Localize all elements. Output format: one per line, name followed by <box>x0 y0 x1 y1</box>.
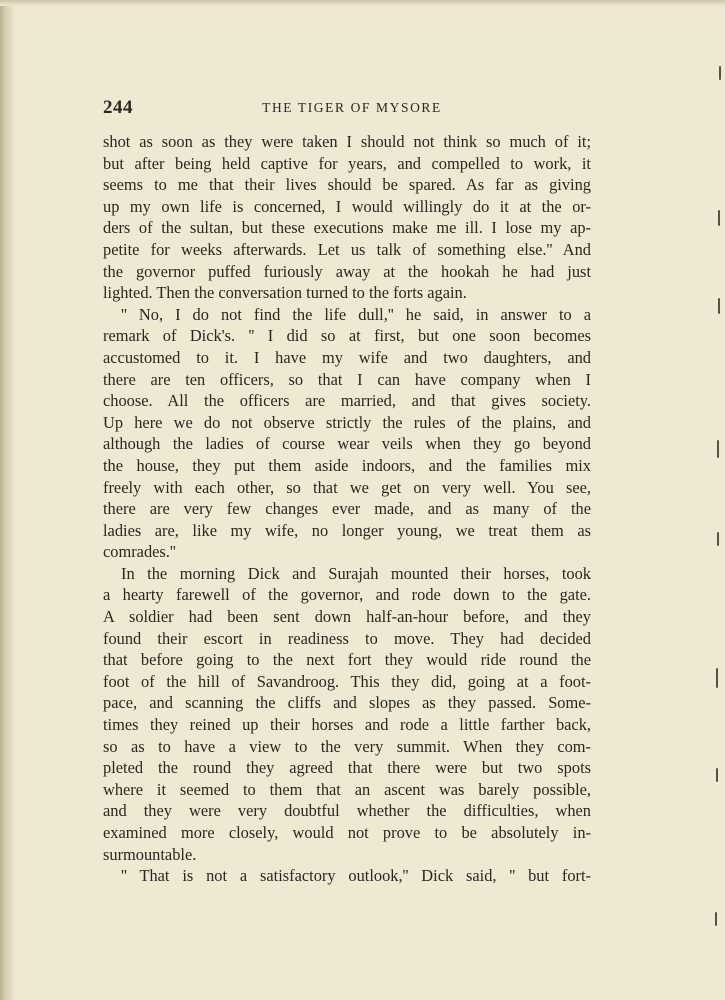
text-line: pace, and scanning the cliffs and slopes as they passed. Some- <box>103 693 591 713</box>
text-line: found their escort in readiness to move. They had decided <box>103 628 591 648</box>
text-line: accustomed to it. I have my wife and two daughters, and <box>103 347 591 367</box>
text-line: there are very few changes ever made, and as many of the <box>103 499 591 519</box>
text-line: but after being held captive for years, and compelled to work, it <box>103 153 591 173</box>
text-line: comrades.'' <box>103 542 176 562</box>
text-line: freely with each other, so that we get on very well. You see, <box>103 477 591 497</box>
edge-mark <box>718 210 720 226</box>
text-line: pleted the round they agreed that there were but two spots <box>103 758 591 778</box>
text-line: where it seemed to them that an ascent was barely possible, <box>103 779 591 799</box>
text-line: there are ten officers, so that I can have company when I <box>103 369 591 389</box>
text-line: surmountable. <box>103 844 197 864</box>
text-line: Up here we do not observe strictly the rules of the plains, and <box>103 412 591 432</box>
edge-mark <box>715 912 717 926</box>
text-line: ladies are, like my wife, no longer young, we treat them as <box>103 520 591 540</box>
text-line: examined more closely, would not prove to be absolutely in- <box>103 823 591 842</box>
text-line: and they were very doubtful whether the difficulties, when <box>103 801 591 821</box>
text-line: although the ladies of course wear veils when they go beyond <box>103 434 591 454</box>
page-gutter <box>0 0 14 1000</box>
text-line: A soldier had been sent down half-an-hour before, and they <box>103 607 591 627</box>
edge-mark <box>717 532 719 546</box>
text-line: times they reined up their horses and rode a little farther back, <box>103 715 591 735</box>
running-title: THE TIGER OF MYSORE <box>262 100 442 115</box>
text-line: that before going to the next fort they would ride round the <box>103 650 591 670</box>
edge-mark <box>717 440 719 458</box>
page-edge-marks <box>715 0 723 1000</box>
page-number: 244 <box>103 97 133 118</box>
text-line: ders of the sultan, but these executions make me ill. I lose my ap- <box>103 218 591 238</box>
text-line: '' No, I do not find the life dull,'' he said, in answer to a <box>121 304 591 324</box>
text-line: up my own life is concerned, I would willingly do it at the or- <box>103 196 591 216</box>
text-line: petite for weeks afterwards. Let us talk of something else.'' And <box>103 239 591 259</box>
text-line: the house, they put them aside indoors, and the families mix <box>103 455 591 475</box>
text-line: '' That is not a satisfactory outlook,'' Dick said, '' but fort- <box>121 866 591 886</box>
text-line: so as to have a view to the very summit. When they com- <box>103 736 591 756</box>
text-line: choose. All the officers are married, and that gives society. <box>103 391 591 411</box>
edge-mark <box>718 298 720 314</box>
page-header <box>103 97 591 123</box>
text-line: In the morning Dick and Surajah mounted their horses, took <box>121 563 591 583</box>
page-top-shade <box>0 0 725 6</box>
edge-mark <box>716 768 718 782</box>
body-text <box>103 131 591 887</box>
text-line: foot of the hill of Savandroog. This they did, going at a foot- <box>103 671 591 691</box>
text-line: remark of Dick's. '' I did so at first, but one soon becomes <box>103 326 591 346</box>
edge-mark <box>716 668 718 688</box>
text-line: shot as soon as they were taken I should not think so much of it; <box>103 132 591 151</box>
text-line: lighted. Then the conversation turned to the forts again. <box>103 283 467 303</box>
text-line: a hearty farewell of the governor, and rode down to the gate. <box>103 585 591 605</box>
edge-mark <box>719 66 721 80</box>
text-line: seems to me that their lives should be spared. As far as giving <box>103 175 591 195</box>
text-line: the governor puffed furiously away at the hookah he had just <box>103 261 591 281</box>
